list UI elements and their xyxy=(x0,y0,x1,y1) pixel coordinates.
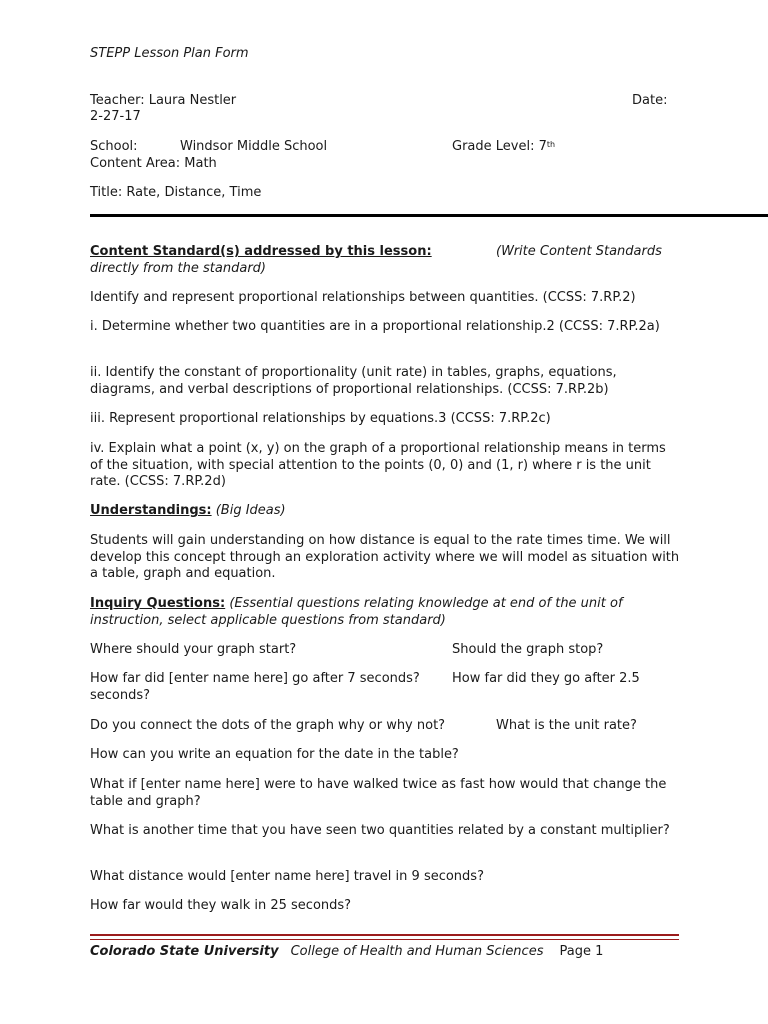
inquiry-question: What is another time that you have seen two quantities related by a constant multiplier? xyxy=(90,823,670,838)
understandings-header xyxy=(90,503,286,519)
inquiry-question: Do you connect the dots of the graph why or why not? xyxy=(90,718,446,733)
inquiry-question: How far would they walk in 25 seconds? xyxy=(90,898,352,913)
date-label: Date: xyxy=(632,93,668,108)
inquiry-question-continued: seconds? xyxy=(90,688,151,703)
understandings-body: Students will gain understanding on how distance is equal to the rate times time. We will develop this concept through an exploration activity where we will model as situation with a table, graph and equation. xyxy=(90,533,680,581)
standard-item: Identify and represent proportional relationships between quantities. (CCSS: 7.RP.2) xyxy=(90,290,636,305)
teacher-name: Teacher: Laura Nestler xyxy=(90,93,237,108)
school-label: School: xyxy=(90,139,138,154)
footer-college: College of Health and Human Sciences xyxy=(290,944,544,959)
footer-page-number: Page 1 xyxy=(559,944,604,959)
content-area: Content Area: Math xyxy=(90,156,217,171)
form-title: STEPP Lesson Plan Form xyxy=(90,46,249,61)
footer-rule-thin xyxy=(90,939,679,940)
inquiry-question: How can you write an equation for the date in the table? xyxy=(90,747,459,762)
standards-note-part2: directly from the standard) xyxy=(90,261,266,276)
grade-level: Grade Level: 7th xyxy=(452,139,556,154)
lesson-title: Title: Rate, Distance, Time xyxy=(90,185,262,200)
inquiry-question: Where should your graph start? xyxy=(90,642,297,657)
footer xyxy=(90,944,603,960)
grade-superscript: th xyxy=(546,140,556,149)
inquiry-question: What distance would [enter name here] travel in 9 seconds? xyxy=(90,869,484,884)
understandings-heading: Understandings: xyxy=(90,503,212,518)
standard-item: iii. Represent proportional relationships by equations.3 (CCSS: 7.RP.2c) xyxy=(90,411,551,426)
understandings-note: (Big Ideas) xyxy=(215,503,286,518)
standards-note-part1: (Write Content Standards xyxy=(496,244,662,259)
standards-heading: Content Standard(s) addressed by this lesson: xyxy=(90,244,432,259)
standard-item: ii. Identify the constant of proportionality (unit rate) in tables, graphs, equations, diagrams, and verbal descriptions of proportional relationships. (CCSS: 7.RP.2b) xyxy=(90,365,617,397)
inquiry-question: How far did [enter name here] go after 7 seconds? xyxy=(90,671,420,686)
standard-item: i. Determine whether two quantities are in a proportional relationship.2 (CCSS: 7.RP.2a) xyxy=(90,319,660,334)
inquiry-question: How far did they go after 2.5 xyxy=(452,671,640,686)
inquiry-heading: Inquiry Questions: xyxy=(90,596,226,611)
inquiry-note: (Essential questions relating knowledge at end of the unit of instruction, select applicable questions from standard) xyxy=(90,596,623,628)
footer-university: Colorado State University xyxy=(90,944,279,959)
inquiry-question: What is the unit rate? xyxy=(496,718,637,733)
inquiry-question: Should the graph stop? xyxy=(452,642,604,657)
footer-rule-thick xyxy=(90,934,679,936)
standard-item: iv. Explain what a point (x, y) on the graph of a proportional relationship means in terms of the situation, with special attention to the points (0, 0) and (1, r) where r is the unit rate. (CCSS: 7.RP.2d) xyxy=(90,441,666,489)
date-value: 2-27-17 xyxy=(90,109,141,124)
inquiry-header xyxy=(90,596,680,629)
header-divider xyxy=(90,214,768,217)
school-value: Windsor Middle School xyxy=(180,139,328,154)
inquiry-question: What if [enter name here] were to have walked twice as fast how would that change the table and graph? xyxy=(90,777,667,809)
